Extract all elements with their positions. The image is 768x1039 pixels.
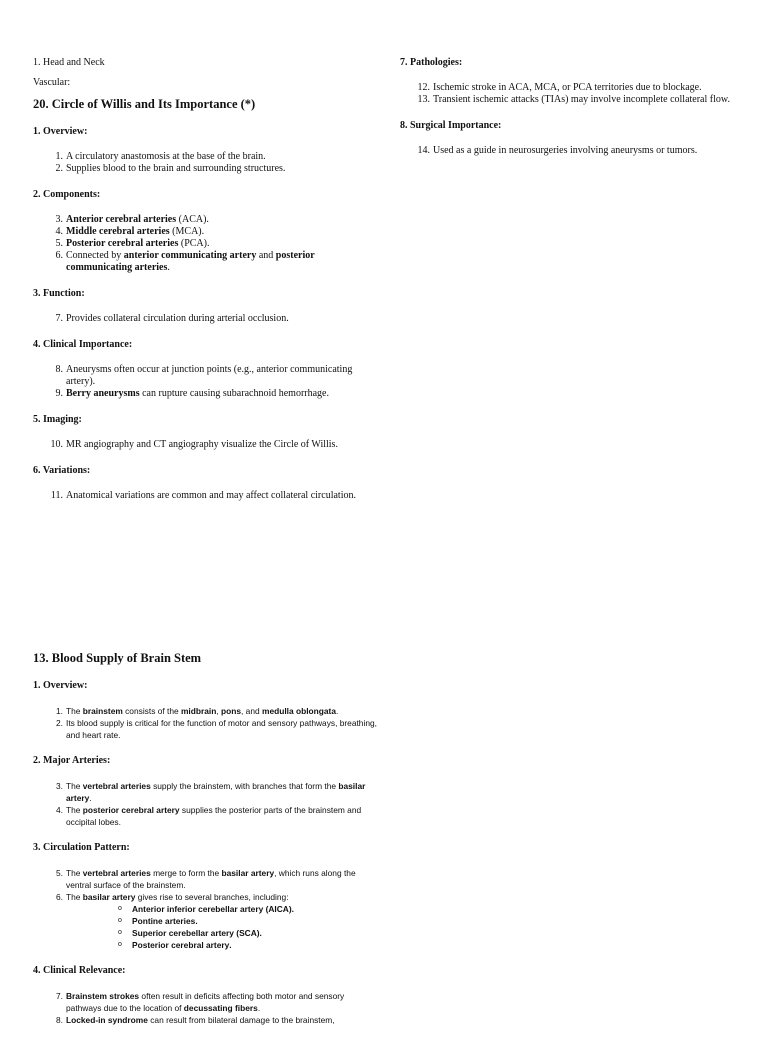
numbered-list [33, 780, 378, 828]
text-segment: often result in deficits affecting both motor and sensory pathways due to the location of [66, 991, 345, 1013]
bold-term: vertebral arteries [82, 868, 151, 878]
brain-stem-sections [33, 679, 378, 1026]
text-segment: supplies the posterior parts of the brainstem and occipital lobes. [66, 805, 362, 827]
list-item-number: 11. [50, 490, 63, 501]
section-heading: 8. Surgical Importance: [400, 120, 502, 131]
bold-term: brainstem [82, 706, 123, 716]
text-segment: Connected by [66, 250, 124, 261]
numbered-list [33, 364, 378, 400]
bold-term: Anterior cerebral arteries [66, 214, 177, 225]
text-segment: The [66, 706, 83, 716]
text-segment: A circulatory anastomosis at the base of the brain. [66, 151, 266, 162]
numbered-list [400, 82, 745, 106]
bold-term: basilar artery [66, 781, 366, 803]
list-item-number: 3. [55, 214, 63, 225]
bold-term: decussating fibers [183, 1003, 258, 1013]
list-item-number: 9. [55, 388, 63, 399]
bold-term: Brainstem strokes [66, 991, 140, 1001]
list-item [33, 867, 378, 891]
text-segment: Ischemic stroke in ACA, MCA, or PCA territories due to blockage. [433, 82, 702, 93]
text-segment: . [195, 916, 198, 926]
bullet-item [66, 915, 378, 927]
bold-term: anterior communicating artery [123, 250, 257, 261]
bold-term: basilar artery [82, 892, 136, 902]
numbered-list [33, 867, 378, 951]
bold-term: Posterior cerebral artery [132, 940, 230, 950]
list-item-number: 5. [55, 238, 63, 249]
list-item [33, 364, 378, 388]
circle-of-willis-sections-continued [400, 56, 745, 157]
list-item [33, 214, 378, 226]
numbered-list [33, 705, 378, 741]
bullet-item [66, 927, 378, 939]
text-segment: . [259, 928, 262, 938]
list-item-number: 5. [56, 868, 63, 878]
text-segment: supply the brainstem, with branches that form the [150, 781, 339, 791]
bold-term: Anterior inferior cerebellar artery (AICA) [132, 904, 292, 914]
section-heading: 5. Imaging: [33, 414, 82, 425]
list-item-number: 8. [56, 1015, 63, 1025]
list-item [33, 705, 378, 717]
brain-stem-block [33, 650, 378, 1039]
left-column [33, 56, 378, 515]
text-segment: Supplies blood to the brain and surrounding structures. [66, 163, 286, 174]
bullet-icon: o [118, 905, 122, 912]
numbered-list [33, 990, 378, 1026]
text-segment: . [89, 793, 92, 803]
numbered-list [33, 490, 378, 502]
section-title-brain-stem: 13. Blood Supply of Brain Stem [33, 651, 202, 665]
bold-term: posterior cerebral artery [82, 805, 180, 815]
bold-term: Middle cerebral arteries [66, 226, 170, 237]
circle-of-willis-sections [33, 125, 378, 502]
section-heading: 7. Pathologies: [400, 57, 463, 68]
list-item [400, 94, 745, 106]
list-item [33, 891, 378, 951]
text-segment: The [66, 805, 83, 815]
right-column [400, 56, 745, 170]
text-segment: consists of the [122, 706, 181, 716]
list-item [33, 717, 378, 741]
list-item-number: 6. [55, 250, 63, 261]
numbered-list [33, 151, 378, 175]
bold-term: midbrain [180, 706, 217, 716]
list-item [33, 313, 378, 325]
text-segment: The [66, 781, 83, 791]
list-item-number: 13. [417, 94, 430, 105]
list-item-number: 2. [55, 163, 63, 174]
section-heading: 4. Clinical Importance: [33, 339, 133, 350]
list-item-number: 4. [56, 805, 63, 815]
section-heading: 6. Variations: [33, 465, 91, 476]
bullet-icon: o [118, 929, 122, 936]
list-item [33, 439, 378, 451]
numbered-list [400, 145, 745, 157]
bold-term: pons [221, 706, 242, 716]
list-item-number: 3. [56, 781, 63, 791]
text-segment: The [66, 868, 83, 878]
list-item-number: 1. [55, 151, 63, 162]
text-segment: can result from bilateral damage to the brainstem, [147, 1015, 335, 1025]
numbered-list [33, 439, 378, 451]
list-item-number: 1. [56, 706, 63, 716]
section-heading: 2. Major Arteries: [33, 755, 111, 766]
bold-term: Berry aneurysms [66, 388, 140, 399]
list-item [33, 151, 378, 163]
bold-term: Superior cerebellar artery (SCA) [132, 928, 260, 938]
text-segment: (MCA). [169, 226, 205, 237]
list-item-number: 6. [56, 892, 63, 902]
text-segment: (PCA). [178, 238, 210, 249]
list-item-number: 8. [55, 364, 63, 375]
bullet-list [66, 903, 378, 951]
section-heading: 1. Overview: [33, 126, 88, 137]
list-item-number: 4. [55, 226, 63, 237]
text-segment: The [66, 892, 83, 902]
list-item [33, 238, 378, 250]
text-segment: , which runs along the ventral surface of the brainstem. [66, 868, 356, 890]
section-heading: 1. Overview: [33, 680, 88, 691]
text-segment: Transient ischemic attacks (TIAs) may involve incomplete collateral flow. [433, 94, 730, 105]
list-item [33, 780, 378, 804]
bold-term: Posterior cerebral arteries [66, 238, 179, 249]
section-title-circle-of-willis: 20. Circle of Willis and Its Importance (*) [33, 97, 256, 111]
text-segment: . [229, 940, 232, 950]
text-segment: Aneurysms often occur at junction points (e.g., anterior communicating artery). [66, 364, 353, 387]
bold-term: basilar artery [221, 868, 275, 878]
text-segment: . [336, 706, 339, 716]
text-segment: Used as a guide in neurosurgeries involving aneurysms or tumors. [433, 145, 698, 156]
list-item [33, 388, 378, 400]
list-item-number: 7. [56, 991, 63, 1001]
text-segment: Anatomical variations are common and may affect collateral circulation. [66, 490, 356, 501]
list-item-number: 7. [55, 313, 63, 324]
numbered-list [33, 214, 378, 274]
list-item [33, 250, 378, 274]
bold-term: medulla oblongata [262, 706, 336, 716]
text-segment: merge to form the [150, 868, 222, 878]
bullet-item [66, 939, 378, 951]
bold-term: posterior communicating arteries [66, 250, 315, 273]
bold-term: Pontine arteries [132, 916, 196, 926]
list-item [400, 145, 745, 157]
bullet-icon: o [118, 941, 122, 948]
text-segment: Provides collateral circulation during arterial occlusion. [66, 313, 289, 324]
text-segment: and [256, 250, 276, 261]
list-item [33, 490, 378, 502]
bullet-icon: o [118, 917, 122, 924]
header-line-head-and-neck: 1. Head and Neck [33, 57, 105, 68]
section-heading: 3. Circulation Pattern: [33, 842, 130, 853]
list-item [33, 990, 378, 1014]
list-item [33, 1014, 378, 1026]
text-segment: can rupture causing subarachnoid hemorrhage. [139, 388, 329, 399]
list-item [33, 804, 378, 828]
text-segment: , and [241, 706, 262, 716]
section-heading: 3. Function: [33, 288, 85, 299]
list-item [33, 163, 378, 175]
text-segment: . [167, 262, 170, 273]
text-segment: Its blood supply is critical for the function of motor and sensory pathways, breathing, and heart rate. [66, 718, 377, 740]
list-item-number: 10. [50, 439, 63, 450]
text-segment: MR angiography and CT angiography visualize the Circle of Willis. [66, 439, 338, 450]
list-item [33, 226, 378, 238]
text-segment: gives rise to several branches, including: [135, 892, 289, 902]
list-item-number: 12. [417, 82, 430, 93]
section-heading: 4. Clinical Relevance: [33, 965, 126, 976]
section-heading: 2. Components: [33, 189, 101, 200]
bold-term: vertebral arteries [82, 781, 151, 791]
text-segment: . [291, 904, 294, 914]
bullet-item [66, 903, 378, 915]
numbered-list [33, 313, 378, 325]
text-segment: (ACA). [176, 214, 209, 225]
text-segment: . [257, 1003, 261, 1013]
list-item-number: 2. [56, 718, 63, 728]
list-item [400, 82, 745, 94]
list-item-number: 14. [417, 145, 430, 156]
text-segment: , [216, 706, 222, 716]
header-line-vascular: Vascular: [33, 77, 71, 88]
bold-term: Locked-in syndrome [66, 1015, 148, 1025]
